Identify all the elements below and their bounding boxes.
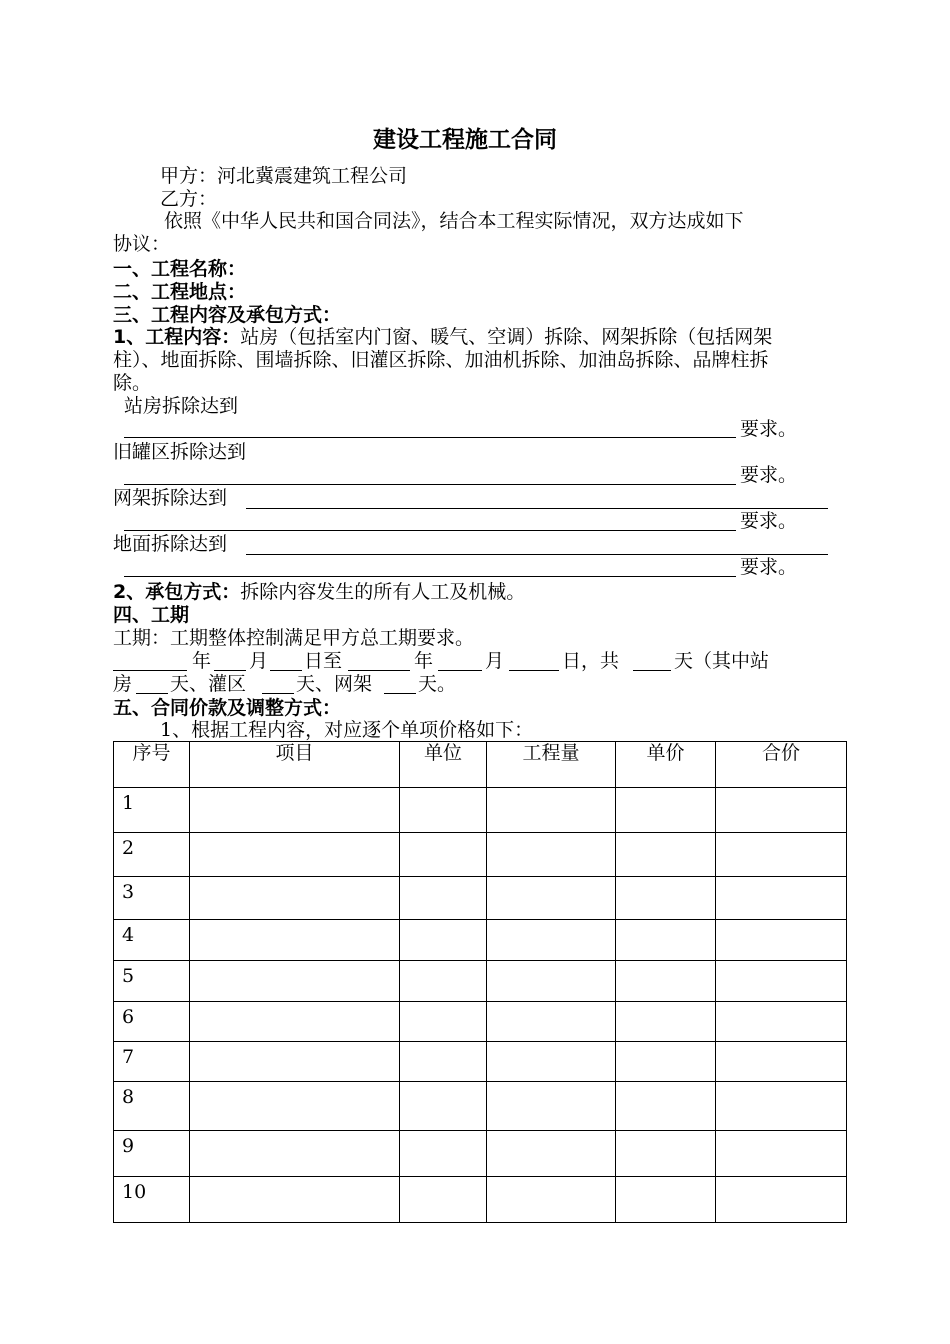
- req-tank-label: 旧罐区拆除达到: [113, 441, 247, 463]
- cell-quantity[interactable]: [487, 961, 616, 1002]
- req-ground-suffix: 要求。: [740, 556, 798, 578]
- section-4-heading: 四、工期: [113, 604, 190, 626]
- cell-total-price[interactable]: [716, 1042, 847, 1082]
- row-number: 8: [114, 1082, 190, 1131]
- cell-item[interactable]: [190, 877, 400, 920]
- cell-total-price[interactable]: [716, 1082, 847, 1131]
- cell-unit[interactable]: [400, 877, 487, 920]
- period-line-1: 工期：工期整体控制满足甲方总工期要求。: [113, 627, 475, 649]
- cell-unit[interactable]: [400, 1042, 487, 1082]
- cell-quantity[interactable]: [487, 1042, 616, 1082]
- header-unit: 单位: [400, 742, 487, 788]
- content-label: 1、工程内容：: [113, 326, 241, 348]
- header-quantity: 工程量: [487, 742, 616, 788]
- cell-quantity[interactable]: [487, 833, 616, 877]
- party-a: 甲方：河北冀震建筑工程公司: [160, 165, 408, 187]
- req-tank-suffix: 要求。: [740, 464, 798, 486]
- cell-item[interactable]: [190, 961, 400, 1002]
- req-frame-suffix: 要求。: [740, 510, 798, 532]
- end-day-blank: [509, 670, 559, 671]
- row-number: 10: [114, 1177, 190, 1223]
- cell-unit[interactable]: [400, 1131, 487, 1177]
- period-station: 房: [113, 673, 133, 695]
- start-month-blank: [214, 670, 246, 671]
- table-row: [114, 1042, 847, 1082]
- method-text: 拆除内容发生的所有人工及机械。: [240, 581, 526, 603]
- cell-unit[interactable]: [400, 961, 487, 1002]
- table-row: [114, 1082, 847, 1131]
- cell-unit[interactable]: [400, 833, 487, 877]
- period-year-1: 年: [192, 650, 212, 672]
- party-b: 乙方：: [160, 188, 218, 210]
- req-ground-blank-1: [246, 554, 828, 555]
- row-number: 4: [114, 920, 190, 961]
- req-frame-blank-1: [246, 508, 828, 509]
- req-ground-blank-2: [124, 576, 736, 577]
- cell-item[interactable]: [190, 1177, 400, 1223]
- cell-total-price[interactable]: [716, 1177, 847, 1223]
- table-row: [114, 833, 847, 877]
- period-month-2: 月: [485, 650, 505, 672]
- cell-total-price[interactable]: [716, 920, 847, 961]
- table-row: [114, 1177, 847, 1223]
- cell-quantity[interactable]: [487, 788, 616, 833]
- end-year-blank: [348, 670, 410, 671]
- frame-days-blank: [384, 693, 416, 694]
- price-table: [113, 741, 847, 1223]
- header-total-price: 合价: [716, 742, 847, 788]
- period-day-to: 日至: [304, 650, 343, 672]
- cell-total-price[interactable]: [716, 961, 847, 1002]
- cell-quantity[interactable]: [487, 877, 616, 920]
- cell-item[interactable]: [190, 833, 400, 877]
- row-number: 3: [114, 877, 190, 920]
- cell-total-price[interactable]: [716, 833, 847, 877]
- row-number: 5: [114, 961, 190, 1002]
- cell-unit-price[interactable]: [616, 1177, 716, 1223]
- cell-item[interactable]: [190, 920, 400, 961]
- cell-total-price[interactable]: [716, 1131, 847, 1177]
- row-number: 9: [114, 1131, 190, 1177]
- period-days-frame: 天、网架: [296, 673, 373, 695]
- intro-line-1: 依照《中华人民共和国合同法》，结合本工程实际情况，双方达成如下: [164, 210, 744, 232]
- cell-unit[interactable]: [400, 1002, 487, 1042]
- price-intro: 1、根据工程内容，对应逐个单项价格如下：: [160, 719, 534, 741]
- content-line-2: 柱）、地面拆除、围墙拆除、旧灌区拆除、加油机拆除、加油岛拆除、品牌柱拆: [113, 349, 769, 371]
- station-days-blank: [136, 693, 168, 694]
- req-station-label: 站房拆除达到: [124, 395, 239, 417]
- cell-unit[interactable]: [400, 1177, 487, 1223]
- cell-unit-price[interactable]: [616, 1131, 716, 1177]
- contract-method: [113, 581, 525, 604]
- table-row: [114, 961, 847, 1002]
- table-row: [114, 1002, 847, 1042]
- section-3-heading: 三、工程内容及承包方式：: [113, 304, 342, 326]
- period-days-tank: 天、灌区: [170, 673, 247, 695]
- req-frame-label: 网架拆除达到: [113, 487, 228, 509]
- period-day-total: 日，共: [562, 650, 620, 672]
- document-title: 建设工程施工合同: [373, 126, 557, 153]
- cell-unit-price[interactable]: [616, 1042, 716, 1082]
- table-header-row: [114, 742, 847, 788]
- content-line-3: 除。: [113, 372, 152, 394]
- req-station-blank: [124, 437, 736, 438]
- cell-item[interactable]: [190, 1002, 400, 1042]
- req-ground-label: 地面拆除达到: [113, 533, 228, 555]
- cell-unit[interactable]: [400, 920, 487, 961]
- cell-unit-price[interactable]: [616, 877, 716, 920]
- method-label: 2、承包方式：: [113, 581, 241, 603]
- total-days-blank: [633, 670, 671, 671]
- section-5-heading: 五、合同价款及调整方式：: [113, 697, 342, 719]
- tank-days-blank: [262, 693, 294, 694]
- table-row: [114, 920, 847, 961]
- start-day-blank: [270, 670, 302, 671]
- table-row: [114, 1131, 847, 1177]
- cell-quantity[interactable]: [487, 1002, 616, 1042]
- row-number: 2: [114, 833, 190, 877]
- cell-total-price[interactable]: [716, 877, 847, 920]
- row-number: 6: [114, 1002, 190, 1042]
- req-frame-blank-2: [124, 530, 736, 531]
- cell-unit[interactable]: [400, 1082, 487, 1131]
- cell-unit-price[interactable]: [616, 920, 716, 961]
- cell-unit-price[interactable]: [616, 961, 716, 1002]
- header-seq: 序号: [114, 742, 190, 788]
- cell-quantity[interactable]: [487, 1082, 616, 1131]
- req-station-suffix: 要求。: [740, 418, 798, 440]
- period-days-end: 天。: [418, 673, 457, 695]
- section-2-heading: 二、工程地点：: [113, 281, 247, 303]
- content-text-1: 站房（包括室内门窗、暖气、空调）拆除、网架拆除（包括网架: [240, 326, 773, 348]
- cell-item[interactable]: [190, 1082, 400, 1131]
- period-month-1: 月: [249, 650, 269, 672]
- row-number: 1: [114, 788, 190, 833]
- table-row: [114, 877, 847, 920]
- content-line-1: [113, 326, 772, 349]
- intro-line-2: 协议：: [113, 233, 171, 255]
- cell-unit-price[interactable]: [616, 1082, 716, 1131]
- cell-unit-price[interactable]: [616, 788, 716, 833]
- period-days-of: 天（其中站: [674, 650, 770, 672]
- end-month-blank: [438, 670, 482, 671]
- section-1-heading: 一、工程名称：: [113, 258, 247, 280]
- row-number: 7: [114, 1042, 190, 1082]
- start-year-blank: [113, 670, 187, 671]
- cell-unit-price[interactable]: [616, 833, 716, 877]
- cell-item[interactable]: [190, 788, 400, 833]
- cell-total-price[interactable]: [716, 788, 847, 833]
- header-item: 项目: [190, 742, 400, 788]
- cell-quantity[interactable]: [487, 1131, 616, 1177]
- req-tank-blank: [124, 484, 736, 485]
- cell-item[interactable]: [190, 1131, 400, 1177]
- cell-total-price[interactable]: [716, 1002, 847, 1042]
- table-row: [114, 788, 847, 833]
- period-year-2: 年: [414, 650, 434, 672]
- cell-unit-price[interactable]: [616, 1002, 716, 1042]
- header-unit-price: 单价: [616, 742, 716, 788]
- cell-quantity[interactable]: [487, 1177, 616, 1223]
- cell-unit[interactable]: [400, 788, 487, 833]
- cell-item[interactable]: [190, 1042, 400, 1082]
- cell-quantity[interactable]: [487, 920, 616, 961]
